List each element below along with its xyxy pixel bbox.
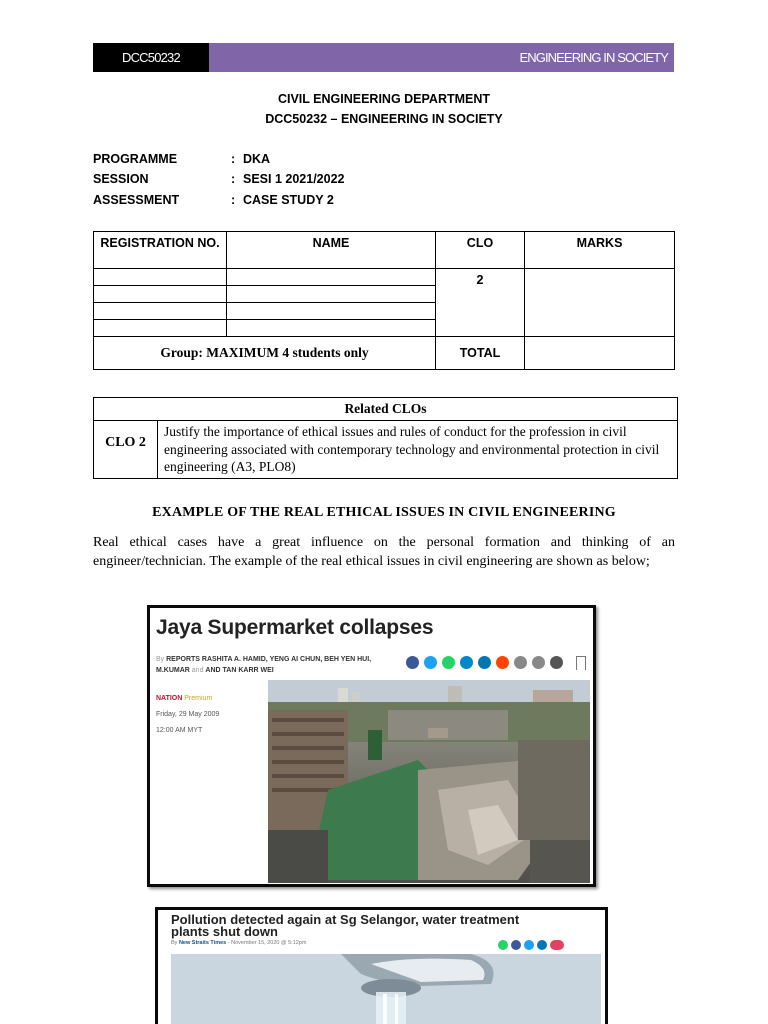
name-cell[interactable] bbox=[227, 303, 436, 320]
linkedin-share-icon[interactable] bbox=[478, 656, 491, 669]
email-icon[interactable] bbox=[550, 656, 563, 669]
registration-table bbox=[93, 231, 675, 370]
department-title: CIVIL ENGINEERING DEPARTMENT bbox=[277, 92, 491, 106]
reddit-share-icon[interactable] bbox=[496, 656, 509, 669]
registration-cell[interactable] bbox=[94, 286, 227, 303]
premium-label: Premium bbox=[184, 695, 213, 702]
article-headline: Jaya Supermarket collapses bbox=[156, 616, 434, 639]
article-headline: Pollution detected again at Sg Selangor, water treatment plants shut down bbox=[171, 912, 520, 939]
info-value: CASE STUDY 2 bbox=[243, 193, 334, 207]
info-colon: : bbox=[231, 193, 236, 207]
total-label: TOTAL bbox=[436, 337, 525, 369]
header-name: NAME bbox=[227, 232, 436, 269]
registration-cell[interactable] bbox=[94, 303, 227, 320]
byline-by: By bbox=[171, 940, 178, 946]
byline-authors: REPORTS RASHITA A. HAMID, YENG AI CHUN, BEH YEN HUI, bbox=[166, 656, 372, 663]
info-key: SESSION bbox=[93, 172, 149, 186]
header-clo: CLO bbox=[436, 232, 525, 269]
header-course-title: ENGINEERING IN SOCIETY bbox=[209, 43, 674, 72]
related-clos-table bbox=[93, 397, 678, 479]
info-key: PROGRAMME bbox=[93, 152, 178, 166]
marks-cell[interactable] bbox=[525, 269, 674, 337]
news-clipping-jaya-supermarket bbox=[147, 605, 596, 887]
news-clipping-sg-selangor bbox=[155, 907, 608, 1024]
byline-by: By bbox=[156, 656, 165, 663]
clo-label: CLO 2 bbox=[94, 421, 158, 478]
registration-cell[interactable] bbox=[94, 320, 227, 337]
name-cell[interactable] bbox=[227, 269, 436, 286]
byline-and: and bbox=[191, 667, 204, 674]
twitter-share-icon[interactable] bbox=[524, 940, 534, 950]
collapse-photo-illustration bbox=[268, 680, 590, 883]
header-course-code: DCC50232 bbox=[93, 43, 209, 72]
byline-source: New Straits Times bbox=[178, 940, 227, 946]
facebook-share-icon[interactable] bbox=[406, 656, 419, 669]
linkedin-share-icon[interactable] bbox=[537, 940, 547, 950]
bookmark-icon[interactable] bbox=[576, 656, 586, 670]
article-byline bbox=[171, 940, 306, 946]
byline-authors: M.KUMAR bbox=[156, 667, 190, 674]
article-meta bbox=[156, 691, 219, 739]
telegram-share-icon[interactable] bbox=[460, 656, 473, 669]
copy-link-icon[interactable] bbox=[514, 656, 527, 669]
collapse-aerial-photo bbox=[268, 680, 590, 883]
byline-authors: AND TAN KARR WEI bbox=[205, 667, 274, 674]
course-title: DCC50232 – ENGINEERING IN SOCIETY bbox=[265, 112, 503, 126]
name-cell[interactable] bbox=[227, 286, 436, 303]
article-date: Friday, 29 May 2009 bbox=[156, 711, 220, 718]
section-title: EXAMPLE OF THE REAL ETHICAL ISSUES IN CIVIL ENGINEERING bbox=[152, 505, 616, 520]
info-key: ASSESSMENT bbox=[93, 193, 180, 207]
name-cell[interactable] bbox=[227, 320, 436, 337]
info-colon: : bbox=[231, 172, 236, 186]
article-time: 12:00 AM MYT bbox=[156, 727, 203, 734]
whatsapp-share-icon[interactable] bbox=[442, 656, 455, 669]
print-icon[interactable] bbox=[532, 656, 545, 669]
article-date: - November 15, 2020 @ 5:12pm bbox=[227, 940, 307, 946]
whatsapp-share-icon[interactable] bbox=[498, 940, 508, 950]
twitter-share-icon[interactable] bbox=[424, 656, 437, 669]
facebook-share-icon[interactable] bbox=[511, 940, 521, 950]
info-value: SESI 1 2021/2022 bbox=[243, 172, 345, 186]
group-note: Group: MAXIMUM 4 students only bbox=[94, 337, 436, 369]
category-label: NATION bbox=[156, 695, 183, 702]
more-share-icon[interactable] bbox=[550, 940, 564, 950]
clo-value: 2 bbox=[436, 269, 525, 337]
related-clos-title: Related CLOs bbox=[94, 398, 677, 421]
tap-photo-illustration bbox=[171, 954, 601, 1024]
article-byline bbox=[156, 654, 416, 676]
water-tap-photo bbox=[171, 954, 601, 1024]
registration-cell[interactable] bbox=[94, 269, 227, 286]
clo-description: Justify the importance of ethical issues and rules of conduct for the profession in civil engineering associated with contemporary technology and environmental protection in civil engineering (A3, PLO8) bbox=[164, 424, 660, 474]
header-registration: REGISTRATION NO. bbox=[94, 232, 227, 269]
header-marks: MARKS bbox=[525, 232, 674, 269]
info-value: DKA bbox=[243, 152, 271, 166]
total-cell[interactable] bbox=[525, 337, 674, 369]
info-colon: : bbox=[231, 152, 236, 166]
intro-paragraph: Real ethical cases have a great influence on the personal formation and thinking of an engineer/technician. The example of the real ethical issues in civil engineering are shown as below; bbox=[93, 535, 675, 569]
